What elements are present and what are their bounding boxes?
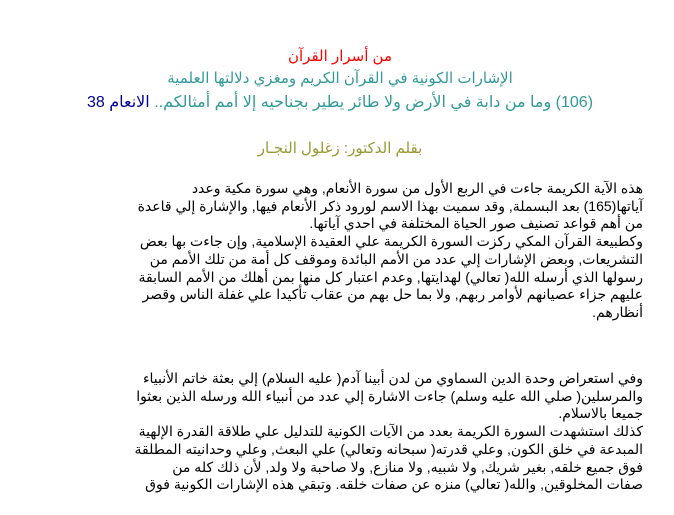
text-line: أنظارهم. [592,303,643,320]
text-line: من أهم قواعد تصنيف صور الحياة المختلفة في احدي آياتها. [309,215,643,232]
series-title: من أسرار القرآن [288,48,392,65]
text-line: فوق جميع خلقه, بغير شريك, ولا شبيه, ولا منازع, ولا صاحبة ولا ولد, لأن ذلك كله من [172,458,643,475]
text-line: كذلك استشهدت السورة الكريمة بعدد من الآيات الكونية للتدليل علي طلاقة القدرة الإلهية [138,423,643,440]
text-line: صفات المخلوقين, والله( تعالي) منزه عن صفات خلقه. وتبقي هذه الإشارات الكونية فوق [145,476,643,493]
author-byline: بقلم الدكتور: زغلول النجـار [257,140,423,157]
text-line: المبدعة في خلق الكون, وعلي قدرته( سبحانه وتعالي) علي البعث, وعلي وحدانيته المطلقة [134,440,643,457]
paragraph-2 [98,370,643,494]
verse-reference: الانعام 38 [86,94,150,111]
text-line: التشريعات, وبعض الإشارات إلي عدد من الأمم البائدة وموقف كل أمة من تلك الأمم من [149,250,643,267]
text-line: جميعا بالاسلام. [558,405,643,422]
text-line: هذه الآية الكريمة جاءت في الربع الأول من سورة الأنعام, وهي سورة مكية وعدد [191,180,643,196]
text-line: آياتها(165) بعد البسملة, وقد سميت بهذا الاسم لورود ذكر الأنعام فيها, والإشارة إلي قاعدة [137,197,643,214]
text-line: رسولها الذي أرسله الله( تعالي) لهدايتها, وعدم اعتبار كل منها بمن أهلك من الأمم السابقة [138,268,643,285]
text-line: وفي استعراض وحدة الدين السماوي من لدن أبينا آدم( عليه السلام) إلي بعثة خاتم الأنبياء [142,370,643,386]
verse-text: (106) وما من دابة في الأرض ولا طائر يطير بجناحيه إلا أمم أمثالكم.. [154,94,594,111]
text-line: وكطبيعة القرآن المكي ركزت السورة الكريمة علي العقيدة الإسلامية, وإن جاءت بها بعض [139,233,643,250]
text-line: والمرسلين( صلي الله عليه وسلم) جاءت الاشارة إلي عدد من أنبياء الله ورسله الذين بعثوا [136,387,643,404]
text-line: عليهم جزاء عصيانهم لأوامر ربهم, ولا بما حل بهم من عقاب تأكيدا علي غفلة الناس وقصر [142,286,643,303]
article-title: الإشارات الكونية في القرآن الكريم ومغزي دلالتها العلمية [167,70,513,87]
verse-line [60,93,620,113]
paragraph-1 [98,180,643,322]
